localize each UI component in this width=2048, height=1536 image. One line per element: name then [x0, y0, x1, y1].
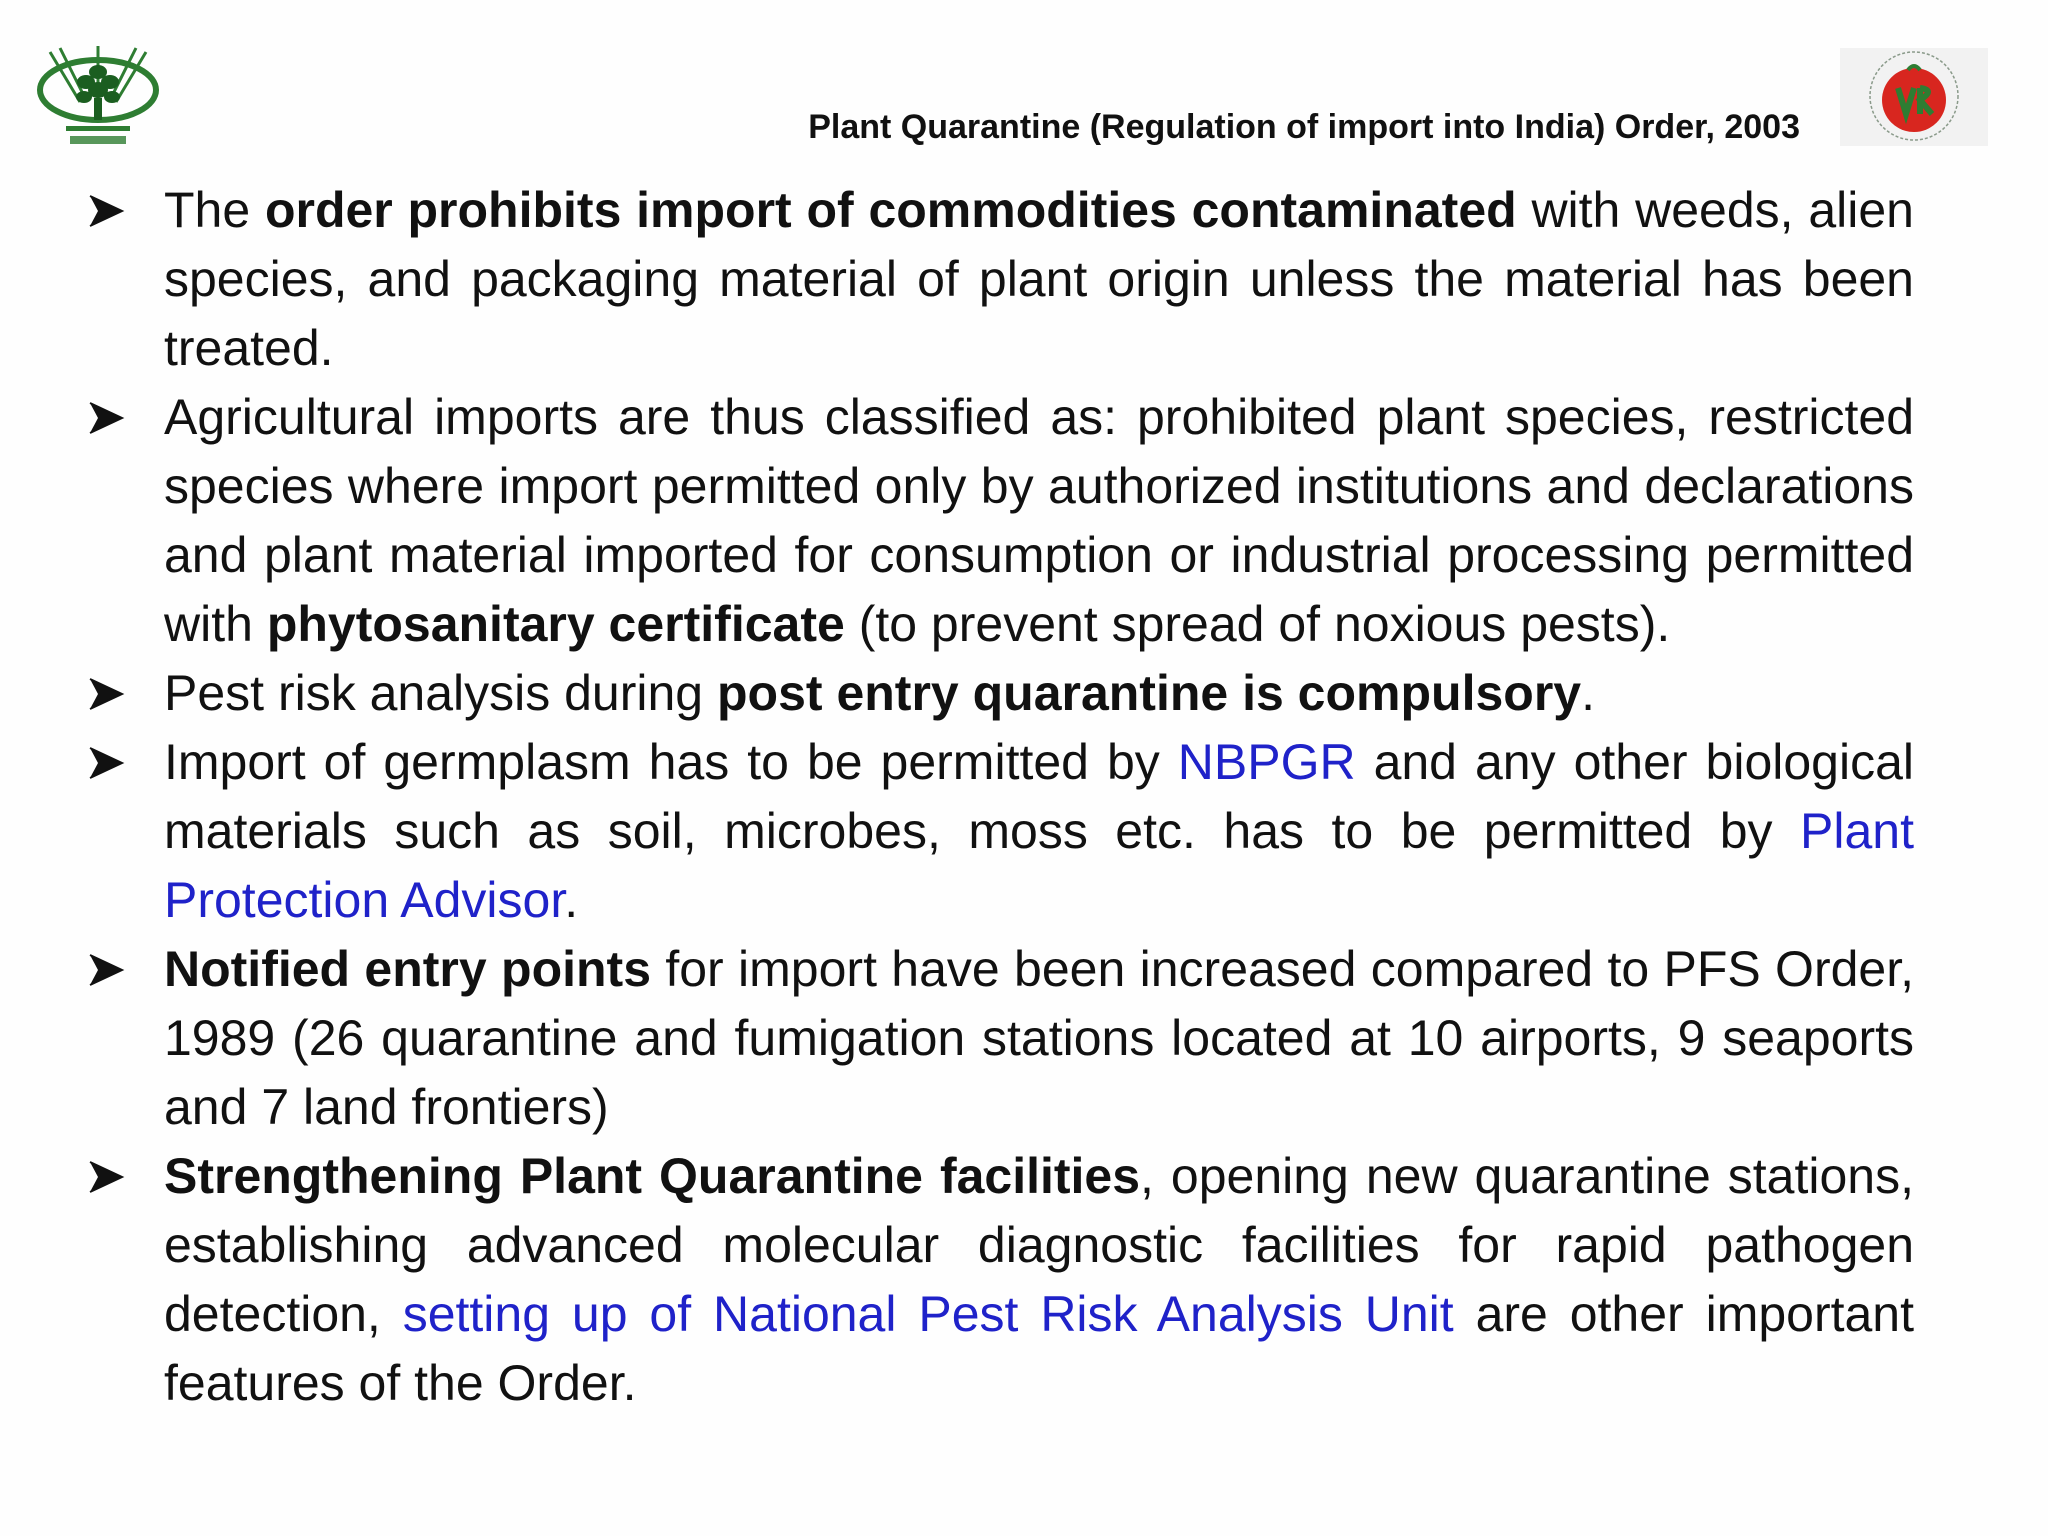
- text-segment: The: [164, 182, 265, 238]
- text-segment: , opening new quarantine stations, establishing advanced molecular diagnostic facilities for rapid pathogen detection,: [164, 1148, 1914, 1342]
- bold-text: post entry quarantine is compulsory: [717, 665, 1582, 721]
- bold-text: phytosanitary certificate: [266, 596, 845, 652]
- highlight-text: setting up of National Pest Risk Analysis Unit: [402, 1286, 1454, 1342]
- text-segment: are other important features of the Order.: [164, 1286, 1915, 1411]
- text-segment: .: [564, 872, 579, 928]
- text-segment: with weeds, alien species, and packaging material of plant origin unless the material has been treated.: [164, 182, 1914, 376]
- text-segment: and any other biological materials such as soil, microbes, moss etc. has to be permitted by: [164, 734, 1915, 859]
- text-segment: for import have been increased compared to PFS Order, 1989 (26 quarantine and fumigation stations located at 10 airports, 9 seaports and 7 land frontiers): [164, 941, 1915, 1135]
- arrowhead-bullet-icon: [84, 935, 132, 1004]
- highlight-text: NBPGR: [1177, 734, 1356, 790]
- page-title: Plant Quarantine (Regulation of import into India) Order, 2003: [808, 108, 1800, 146]
- bold-text: order prohibits import of commodities contaminated: [264, 182, 1517, 238]
- bold-text: Notified entry points: [164, 941, 652, 997]
- iivr-logo-icon: [1840, 48, 1988, 146]
- text-segment: (to prevent spread of noxious pests).: [844, 596, 1671, 652]
- arrowhead-bullet-icon: [84, 728, 132, 797]
- list-item: [84, 728, 1914, 935]
- highlight-text: Plant Protection Advisor: [164, 803, 1914, 928]
- icar-logo-icon: [30, 42, 166, 152]
- text-segment: Import of germplasm has to be permitted by: [164, 734, 1178, 790]
- text-segment: Pest risk analysis during: [164, 665, 718, 721]
- list-item: [84, 176, 1914, 383]
- bold-text: Strengthening Plant Quarantine facilities: [164, 1148, 1141, 1204]
- bullet-list: [84, 176, 1914, 1418]
- list-item: [84, 1142, 1914, 1418]
- text-segment: .: [1581, 665, 1595, 721]
- text-segment: Agricultural imports are thus classified as: prohibited plant species, restricted species where import permitted only by authorized institutions and declarations and plant material imported for consumption or industrial processing permitted with: [164, 389, 1914, 652]
- arrowhead-bullet-icon: [84, 1142, 132, 1211]
- list-item: [84, 383, 1914, 659]
- arrowhead-bullet-icon: [84, 176, 132, 245]
- list-item: [84, 659, 1914, 728]
- arrowhead-bullet-icon: [84, 383, 132, 452]
- arrowhead-bullet-icon: [84, 659, 132, 728]
- list-item: [84, 935, 1914, 1142]
